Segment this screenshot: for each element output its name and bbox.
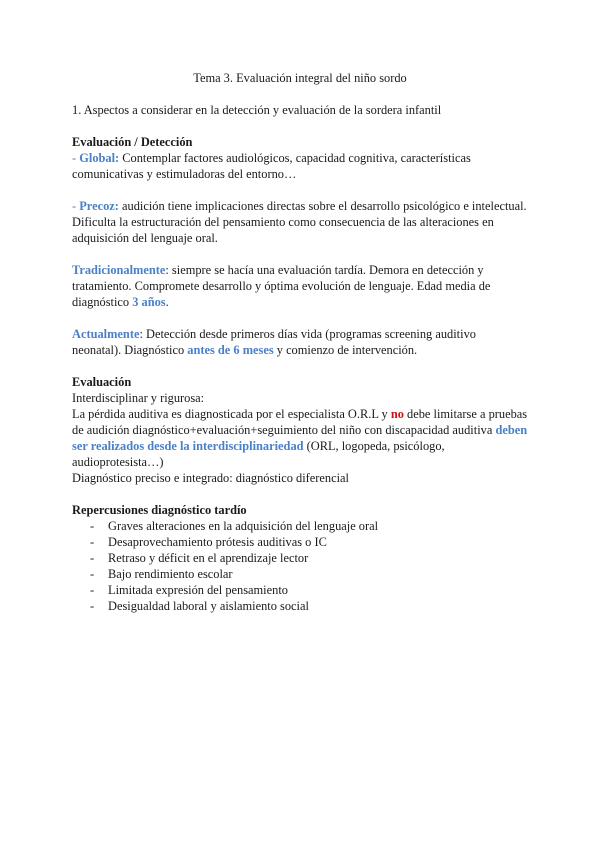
evaluacion-text-start: La pérdida auditiva es diagnosticada por el especialista O.R.L y <box>72 407 391 421</box>
actualmente-label: Actualmente <box>72 327 140 341</box>
diagnostico-line: Diagnóstico preciso e integrado: diagnóstico diferencial <box>72 471 349 485</box>
list-item: - Desaprovechamiento prótesis auditivas o IC <box>90 535 327 549</box>
list-item: - Limitada expresión del pensamiento <box>90 583 288 597</box>
actualmente-paragraph <box>72 326 528 358</box>
dash-bullet: - <box>90 535 95 549</box>
document-title: Tema 3. Evaluación integral del niño sordo <box>193 71 407 85</box>
evaluacion-intro: Interdisciplinar y rigurosa: <box>72 391 205 405</box>
tradicionalmente-paragraph <box>72 262 528 310</box>
age-highlight: 3 años <box>132 295 166 309</box>
tradicionalmente-text: : siempre se hacía una evaluación tardía. Demora en detección y tratamiento. Compromete desarrollo y óptima evolución de lenguaje. Edad media de diagnóstico <box>72 263 491 309</box>
global-label: Global: <box>79 151 120 165</box>
dash-prefix: - <box>72 151 80 165</box>
evaluacion-text-mid: debe limitarse a pruebas de audición diagnóstico+evaluación+seguimiento del niño con discapacidad auditiva <box>72 407 528 437</box>
document-body <box>72 102 528 614</box>
precoz-paragraph <box>72 198 528 246</box>
global-text: Contemplar factores audiológicos, capacidad cognitiva, características comunicativas y estimuladoras del entorno… <box>72 151 471 181</box>
dash-bullet: - <box>90 567 95 581</box>
actualmente-text: : Detección desde primeros días vida (programas screening auditivo neonatal). Diagnóstico <box>72 327 476 357</box>
no-highlight: no <box>390 407 404 421</box>
global-paragraph <box>72 150 528 182</box>
list-item: - Retraso y déficit en el aprendizaje lector <box>90 551 309 565</box>
dash-bullet: - <box>90 583 95 597</box>
precoz-text: audición tiene implicaciones directas sobre el desarrollo psicológico e intelectual. Dificulta la estructuración del pensamiento como consecuencia de las alteraciones en adquisición del lenguaje oral. <box>72 199 527 245</box>
dash-bullet: - <box>90 551 95 565</box>
section-heading: 1. Aspectos a considerar en la detección y evaluación de la sordera infantil <box>72 103 442 117</box>
dash-prefix: - <box>72 199 80 213</box>
repercusiones-heading: Repercusiones diagnóstico tardío <box>72 503 247 517</box>
list-item: - Graves alteraciones en la adquisición del lenguaje oral <box>90 519 379 533</box>
sentence-end: . <box>165 295 169 309</box>
repercusiones-list <box>72 518 528 614</box>
sentence-end: y comienzo de intervención. <box>273 343 418 357</box>
list-item: - Bajo rendimiento escolar <box>90 567 233 581</box>
tradicionalmente-label: Tradicionalmente <box>72 263 166 277</box>
evaluacion-text-end: (ORL, logopeda, psicólogo, audioprotesista…) <box>72 439 445 469</box>
eval-detect-heading: Evaluación / Detección <box>72 135 193 149</box>
months-highlight: antes de 6 meses <box>187 343 274 357</box>
evaluacion-heading: Evaluación <box>72 375 132 389</box>
dash-bullet: - <box>90 519 95 533</box>
precoz-label: Precoz: <box>79 199 119 213</box>
interdisciplinariedad-highlight: deben ser realizados desde la interdisciplinariedad <box>72 423 528 453</box>
evaluacion-paragraph <box>72 406 528 470</box>
dash-bullet: - <box>90 599 95 613</box>
list-item: - Desigualdad laboral y aislamiento social <box>90 599 309 613</box>
